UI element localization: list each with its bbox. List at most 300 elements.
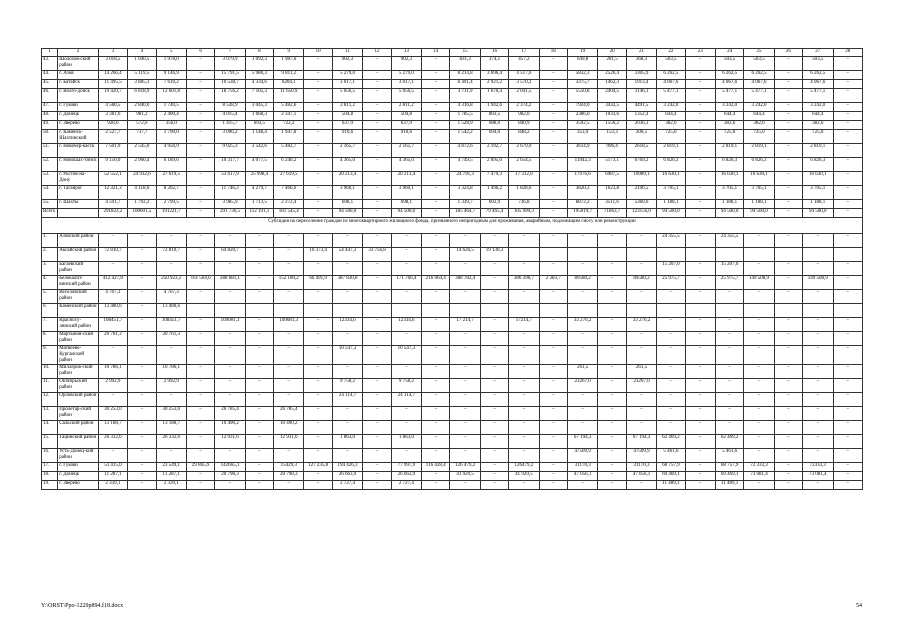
value-cell: – (186, 186, 214, 200)
value-cell: – (833, 379, 863, 393)
value-cell: 5 477,1 (744, 89, 774, 103)
value-cell: – (833, 407, 863, 421)
section-title-row (42, 218, 863, 234)
value-cell: – (363, 463, 391, 472)
value-cell: – (304, 481, 332, 490)
value-cell: – (215, 365, 245, 379)
value-cell: 5 477,1 (715, 89, 743, 103)
value-cell: 1 188,1 (657, 200, 685, 209)
value-cell: 2 819,1 (715, 144, 743, 158)
value-cell: 4 591,7 (98, 200, 127, 209)
value-cell: – (685, 262, 715, 276)
value-cell: – (363, 209, 391, 218)
value-cell: – (450, 407, 480, 421)
value-cell: – (774, 130, 802, 144)
value-cell: – (774, 89, 802, 103)
table-row (42, 89, 863, 103)
value-cell: 94 500,0 (657, 209, 685, 218)
value-cell: – (509, 234, 539, 248)
value-cell: 3 017,1 (332, 80, 362, 89)
value-cell: – (685, 130, 715, 144)
value-cell: 3 711,9 (450, 89, 480, 103)
value-cell: – (744, 407, 774, 421)
value-cell: – (803, 481, 833, 490)
value-cell: – (128, 332, 156, 346)
value-cell: – (332, 365, 362, 379)
value-cell: – (363, 481, 391, 490)
value-cell: 6 262,5 (744, 71, 774, 80)
row-number-cell: 48. (42, 112, 58, 121)
value-cell (774, 304, 802, 318)
value-cell (509, 248, 539, 262)
value-cell: – (539, 449, 567, 463)
value-cell: 9 150,0 (98, 158, 127, 172)
value-cell: – (363, 200, 391, 209)
value-cell: – (685, 112, 715, 121)
column-number-cell: 21 (626, 49, 656, 57)
value-cell: 382,6 (715, 121, 743, 130)
value-cell: – (833, 172, 863, 186)
column-number-cell: 17 (509, 49, 539, 57)
value-cell: 153,3 (598, 130, 626, 144)
value-cell: 24 114,7 (332, 393, 362, 407)
value-cell: 1 828,6 (509, 186, 539, 200)
value-cell: 4 365,0 (332, 158, 362, 172)
value-cell: 5 461,6 (657, 449, 685, 463)
value-cell: – (304, 172, 332, 186)
value-cell (685, 248, 715, 262)
value-cell: 725,0 (803, 130, 833, 144)
table-row (42, 130, 863, 144)
value-cell: 1 339,7 (450, 200, 480, 209)
value-cell: 2 400,4 (156, 112, 186, 121)
value-cell (539, 248, 567, 262)
value-cell: 3 705,1 (657, 186, 685, 200)
value-cell: – (803, 332, 833, 346)
value-cell: 1 790,0 (156, 130, 186, 144)
value-cell: 736,8 (509, 200, 539, 209)
value-cell: 73 081,4 (744, 472, 774, 481)
value-cell: 4 316,8 (450, 103, 480, 112)
value-cell: 637,9 (391, 121, 421, 130)
value-cell: 4491,5 (626, 103, 656, 112)
value-cell: 89580,2 (567, 276, 597, 290)
value-cell (598, 248, 626, 262)
value-cell: 2 165,7 (391, 144, 421, 158)
value-cell: – (215, 346, 245, 365)
value-cell: 2618,5 (626, 144, 656, 158)
value-cell: – (422, 379, 450, 393)
value-cell: 5 279,0 (391, 71, 421, 80)
value-cell: 2 339,1 (98, 481, 127, 490)
value-cell: – (685, 80, 715, 89)
table-row (42, 144, 863, 158)
value-cell: – (480, 435, 508, 449)
value-cell: 67 194,3 (567, 435, 597, 449)
value-cell: 7 466,6 (274, 186, 304, 200)
value-cell: – (774, 71, 802, 80)
value-cell: – (186, 103, 214, 112)
value-cell: 12334,6 (332, 318, 362, 332)
value-cell: – (833, 463, 863, 472)
value-cell: 15 207,0 (657, 262, 685, 276)
value-cell: – (685, 346, 715, 365)
value-cell: 1 978,0 (156, 57, 186, 71)
value-cell: – (774, 472, 802, 481)
value-cell (774, 248, 802, 262)
value-cell: 8 214,8 (450, 71, 480, 80)
value-cell: 4 365,0 (391, 158, 421, 172)
value-cell: 2 679,9 (509, 144, 539, 158)
value-cell: 41 929,5 (450, 472, 480, 481)
value-cell: 4 118,6 (128, 186, 156, 200)
table-header-row (42, 49, 863, 57)
value-cell: 20 761,3 (156, 332, 186, 346)
value-cell: 62 469,2 (715, 435, 743, 449)
value-cell: 24 791,3 (450, 172, 480, 186)
value-cell: 13 188,7 (98, 421, 127, 435)
row-number-cell: 19. (42, 481, 58, 490)
value-cell: 7 610,2 (156, 80, 186, 89)
value-cell: – (744, 435, 774, 449)
value-cell: 504,8 (391, 112, 421, 121)
value-cell: – (215, 393, 245, 407)
value-cell: – (304, 290, 332, 304)
value-cell: 3146,3 (626, 89, 656, 103)
value-cell: – (657, 379, 685, 393)
value-cell: – (128, 346, 156, 365)
value-cell: – (304, 209, 332, 218)
row-name-cell: Тацинский район (58, 435, 99, 449)
value-cell: 19 420,7 (98, 89, 127, 103)
value-cell: 6204,1 (274, 80, 304, 89)
value-cell: – (509, 365, 539, 379)
value-cell (715, 248, 743, 262)
value-cell: – (803, 421, 833, 435)
value-cell: 6 491,4 (450, 80, 480, 89)
value-cell: – (450, 346, 480, 365)
value-cell: 126479,2 (509, 463, 539, 472)
value-cell: 637,9 (332, 121, 362, 130)
table-row (42, 449, 863, 463)
value-cell: – (186, 80, 214, 89)
value-cell: 1 415,7 (215, 121, 245, 130)
value-cell: – (774, 463, 802, 472)
table-row (42, 158, 863, 172)
value-cell: 457,2 (509, 57, 539, 71)
value-cell: – (685, 421, 715, 435)
value-cell: – (626, 290, 656, 304)
table-row (42, 172, 863, 186)
value-cell: – (539, 262, 567, 276)
value-cell: 2526,4 (598, 71, 626, 80)
value-cell: 3820,3 (567, 186, 597, 200)
value-cell: – (715, 346, 743, 365)
row-name-cell: Матвеево-Курганский район (58, 346, 99, 365)
value-cell: – (774, 318, 802, 332)
value-cell: – (744, 318, 774, 332)
value-cell: 1 148,4 (245, 130, 273, 144)
column-number-cell: 18 (539, 49, 567, 57)
value-cell: – (422, 421, 450, 435)
table-row (42, 463, 863, 472)
value-cell: 52 552,1 (98, 172, 127, 186)
value-cell: – (156, 262, 186, 276)
value-cell: 982,0 (509, 112, 539, 121)
value-cell: 16 630,1 (715, 172, 743, 186)
value-cell: – (245, 463, 273, 472)
footer-file-path: Y:\ORST\Ppo-1229p894.f18.docx (41, 603, 124, 609)
value-cell: – (304, 421, 332, 435)
value-cell: – (245, 262, 273, 276)
value-cell: – (803, 379, 833, 393)
value-cell: – (626, 393, 656, 407)
value-cell: 7 105,3 (245, 89, 273, 103)
value-cell: 5 056,5 (391, 89, 421, 103)
value-cell: – (363, 262, 391, 276)
value-cell: 17 214,7 (450, 318, 480, 332)
value-cell: – (685, 71, 715, 80)
value-cell: 2036,3 (626, 121, 656, 130)
value-cell (332, 304, 362, 318)
row-name-cell: Красносу-линский район (58, 318, 99, 332)
value-cell: – (480, 332, 508, 346)
value-cell: – (450, 449, 480, 463)
value-cell: – (245, 435, 273, 449)
row-number-cell: 18. (42, 472, 58, 481)
table-row (42, 435, 863, 449)
value-cell: – (186, 449, 214, 463)
value-cell: – (186, 234, 214, 248)
value-cell: – (539, 186, 567, 200)
value-cell: 2 921,2 (480, 80, 508, 89)
value-cell: 194 426,3 (332, 463, 362, 472)
row-number-cell: 46. (42, 89, 58, 103)
value-cell: – (274, 393, 304, 407)
value-cell: 11 495,5 (98, 80, 127, 89)
value-cell: – (715, 407, 743, 421)
value-cell: – (304, 112, 332, 121)
value-cell: 3 696,4 (480, 71, 508, 80)
value-cell: 105 999,3 (509, 209, 539, 218)
value-cell: 803,5 (480, 112, 508, 121)
value-cell: – (803, 393, 833, 407)
value-cell: – (363, 172, 391, 186)
value-cell: 981,2 (128, 112, 156, 121)
value-cell: 5 482,6 (274, 103, 304, 112)
value-cell: – (332, 407, 362, 421)
value-cell: 2 819,1 (744, 144, 774, 158)
value-cell: – (539, 435, 567, 449)
table-row (42, 262, 863, 276)
value-cell: – (803, 290, 833, 304)
value-cell: – (685, 407, 715, 421)
value-cell: 69 469,1 (657, 472, 685, 481)
value-cell: – (685, 365, 715, 379)
value-cell: 910,6 (332, 130, 362, 144)
value-cell: – (833, 276, 863, 290)
value-cell: 72 333,3 (744, 463, 774, 472)
value-cell: – (332, 234, 362, 248)
value-cell: 112 191,1 (245, 209, 273, 218)
value-cell (803, 248, 833, 262)
row-name-cell: Сальский район (58, 421, 99, 435)
value-cell: 216 064,4 (422, 276, 450, 290)
value-cell: – (363, 144, 391, 158)
value-cell: – (304, 158, 332, 172)
value-cell: – (304, 407, 332, 421)
value-cell: 2 727,4 (391, 481, 421, 490)
column-number-cell: 5 (156, 49, 186, 57)
value-cell: – (774, 103, 802, 112)
value-cell: – (422, 80, 450, 89)
value-cell: 20 761,3 (98, 332, 127, 346)
value-cell: – (363, 121, 391, 130)
value-cell: – (363, 276, 391, 290)
value-cell: – (480, 463, 508, 472)
value-cell: 356,0 (156, 121, 186, 130)
value-cell: – (774, 379, 802, 393)
column-number-cell: 8 (245, 49, 273, 57)
value-cell: – (744, 234, 774, 248)
value-cell: – (304, 121, 332, 130)
value-cell: – (422, 472, 450, 481)
value-cell: 2 654,5 (509, 158, 539, 172)
value-cell: – (332, 421, 362, 435)
table-row (42, 346, 863, 365)
value-cell: 33 276,2 (567, 318, 597, 332)
row-number-cell: 2. (42, 248, 58, 262)
value-cell: – (245, 379, 273, 393)
row-number-cell: 47. (42, 103, 58, 112)
value-cell: – (98, 234, 127, 248)
value-cell: – (391, 407, 421, 421)
table-row (42, 407, 863, 421)
value-cell: – (509, 262, 539, 276)
value-cell: 10 786,1 (156, 365, 186, 379)
column-number-cell: 25 (744, 49, 774, 57)
value-cell: 2 819,1 (803, 144, 833, 158)
value-cell: 47 056,1 (626, 472, 656, 481)
value-cell: 503,5 (657, 57, 685, 71)
value-cell: – (422, 144, 450, 158)
value-cell: 109081,3 (274, 318, 304, 332)
value-cell: 6 240,2 (274, 158, 304, 172)
value-cell: – (539, 172, 567, 186)
table-row (42, 421, 863, 435)
value-cell: 72333,3 (803, 463, 833, 472)
column-number-cell: 26 (774, 49, 802, 57)
value-cell: 1 792,2 (128, 200, 156, 209)
value-cell: 11 287,1 (98, 472, 127, 481)
column-number-cell: 10 (304, 49, 332, 57)
value-cell: – (186, 318, 214, 332)
value-cell: 12 931,6 (274, 435, 304, 449)
value-cell: – (304, 89, 332, 103)
row-name-cell: Белокалит-винский район (58, 276, 99, 290)
value-cell: – (598, 276, 626, 290)
value-cell: – (128, 262, 156, 276)
value-cell: – (186, 144, 214, 158)
value-cell: 2 545,0 (128, 144, 156, 158)
value-cell: 848,2 (509, 130, 539, 144)
value-cell: 152 180,2 (274, 276, 304, 290)
value-cell: – (422, 186, 450, 200)
value-cell: 3 542,6 (245, 144, 273, 158)
value-cell: – (539, 472, 567, 481)
value-cell: 2 041,5 (509, 89, 539, 103)
value-cell: 47509,9 (626, 449, 656, 463)
value-cell: 4 872,6 (450, 144, 480, 158)
value-cell: – (304, 200, 332, 209)
value-cell: 250 923,2 (156, 276, 186, 290)
value-cell: – (833, 481, 863, 490)
value-cell: – (803, 449, 833, 463)
value-cell: 6 826,3 (715, 158, 743, 172)
value-cell: – (215, 332, 245, 346)
value-cell: 5360,6 (626, 200, 656, 209)
value-cell: 14 626,5 (450, 248, 480, 262)
value-cell: 694,0 (480, 130, 508, 144)
value-cell: 20 213,4 (391, 172, 421, 186)
value-cell: 840,9 (509, 121, 539, 130)
value-cell: – (715, 332, 743, 346)
value-cell: 17976,6 (567, 172, 597, 186)
value-cell: 288 681,1 (215, 276, 245, 290)
column-number-cell: 20 (598, 49, 626, 57)
value-cell: 412 427,8 (98, 276, 127, 290)
value-cell: 2 811,2 (391, 103, 421, 112)
value-cell (803, 304, 833, 318)
value-cell: – (98, 262, 127, 276)
value-cell: – (128, 379, 156, 393)
value-cell: 4 707,3 (156, 290, 186, 304)
value-cell: 2 799,5 (156, 200, 186, 209)
value-cell: – (391, 262, 421, 276)
value-cell: 3 242,0 (715, 103, 743, 112)
row-name-cell: г. Таганрог (58, 186, 99, 200)
value-cell: 3 242,0 (657, 103, 685, 112)
value-cell: – (422, 332, 450, 346)
row-number-cell: 15. (42, 435, 58, 449)
value-cell: 4 749,5 (450, 158, 480, 172)
value-cell: – (363, 158, 391, 172)
value-cell: – (363, 71, 391, 80)
value-cell: – (626, 407, 656, 421)
value-cell: 69 469,1 (715, 472, 743, 481)
value-cell: 3 324,8 (450, 186, 480, 200)
value-cell: – (332, 449, 362, 463)
value-cell: – (833, 57, 863, 71)
value-cell: 1 740,5 (156, 103, 186, 112)
value-cell: 2 960,4 (128, 158, 156, 172)
value-cell: – (539, 89, 567, 103)
value-cell: – (245, 318, 273, 332)
value-cell: 649,8 (567, 57, 597, 71)
value-cell: – (685, 158, 715, 172)
value-cell: – (245, 449, 273, 463)
row-name-cell: г. Гуково (58, 103, 99, 112)
table-row (42, 80, 863, 89)
row-name-cell: Усть-Донец-кий район (58, 449, 99, 463)
value-cell: – (685, 186, 715, 200)
value-cell: 8 202,7 (156, 186, 186, 200)
value-cell: – (391, 421, 421, 435)
value-cell: – (128, 365, 156, 379)
value-cell: 53 617,9 (215, 172, 245, 186)
value-cell: – (509, 346, 539, 365)
value-cell: 737,7 (128, 130, 156, 144)
